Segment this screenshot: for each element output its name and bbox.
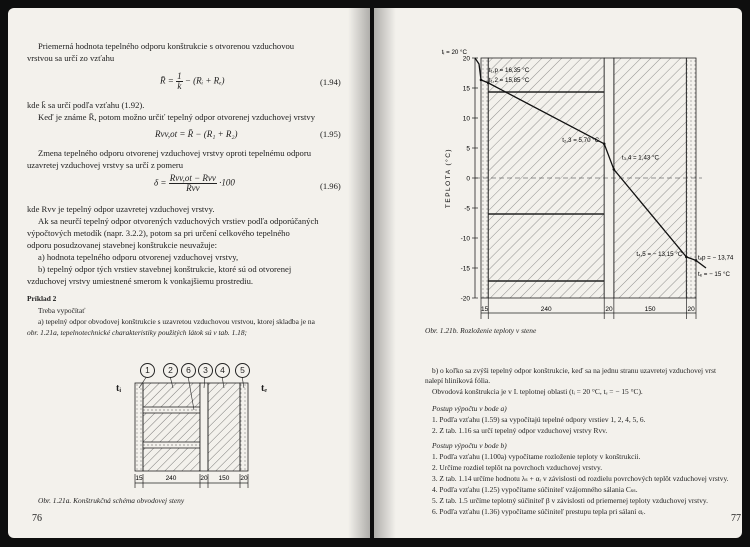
list-item: 3. Z tab. 1.14 určíme hodnotu λₛ + αᵣ v závislosti od rozdielu povrchových teplôt vzduchovej vrstvy. — [432, 474, 729, 483]
list-item: 5. Z tab. 1.5 určíme teplotný súčiniteľ β v závislosti od priemernej teploty vzduchovej vrstvy. — [432, 496, 708, 505]
text-line: Obvodová konštrukcia je v I. teplotnej oblasti (tᵢ = 20 °C, tₑ = − 15 °C). — [432, 387, 643, 396]
dimension-label: 20 — [200, 475, 208, 482]
list-item: 2. Určíme rozdiel teplôt na povrchoch vzduchovej vrstvy. — [432, 463, 603, 472]
list-item: 4. Podľa vzťahu (1.25) vypočítame súčiniteľ vzájomného sálania Cₛₛ. — [432, 485, 638, 494]
figure-caption: Obr. 1.21b. Rozloženie teploty v stene — [425, 326, 537, 335]
temperature-chart — [374, 8, 742, 328]
dimension-label: 20 — [240, 475, 248, 482]
plaster-inner-layer — [135, 383, 143, 471]
air-gap-layer — [200, 383, 208, 471]
section-heading: Postup výpočtu v bode a) — [432, 404, 507, 413]
example-heading: Príklad 2 — [27, 294, 57, 303]
y-tick-label: -10 — [460, 235, 470, 243]
temperature-annotation: tᵢ = 20 °C — [441, 49, 467, 56]
dimension-label: 15 — [135, 475, 143, 482]
temperature-point — [613, 168, 616, 171]
text-line: Keď je známe R̄, potom možno určiť tepelný odpor otvorenej vzduchovej vrstvy — [38, 112, 315, 122]
text-line: a) hodnota tepelného odporu otvorenej vzduchovej vrstvy, — [38, 252, 239, 262]
temperature-point — [685, 256, 688, 259]
equation-number: (1.94) — [320, 77, 341, 87]
text-line: obr. 1.21a, tepelnotechnické charakteristiky použitých látok sú v tab. 1.18; — [27, 328, 248, 337]
text-line: nalepí hliníková fólia. — [425, 376, 491, 385]
text-line: Ak sa neurčí tepelný odpor otvorených vzduchových vrstiev podľa odporúčaných — [38, 216, 319, 226]
dimension-label: 240 — [165, 475, 177, 482]
layer-number-1: 1 — [140, 363, 155, 378]
temperature-annotation: tₑ = − 15 °C — [698, 271, 730, 278]
dimension-label: 150 — [218, 475, 230, 482]
equation-number: (1.96) — [320, 181, 341, 191]
layer-number-3: 3 — [198, 363, 213, 378]
text-line: odporu posudzovanej stavebnej konštrukcie neuvažuje: — [27, 240, 217, 250]
text-line: a) tepelný odpor obvodovej konštrukcie s uzavretou vzduchovou vrstvou, ktorej skladba je na — [38, 317, 315, 326]
text-line: výpočtových metodík (napr. 3.2.2), potom sa pri určení celkového tepelného — [27, 228, 290, 238]
dimension-label: 150 — [644, 306, 656, 313]
page-number: 77 — [731, 513, 741, 524]
temperature-annotation: t₁,2 = 15,85 °C — [489, 76, 530, 84]
text-line: Zmena tepelného odporu otvorenej vzduchovej vrstvy oproti tepelnému odporu — [38, 148, 312, 158]
outer-temperature-label: tₑ — [261, 383, 267, 394]
text-line: vzduchovej vrstvy umiestnené smerom k vonkajšiemu prostrediu. — [27, 276, 254, 286]
y-axis-label: TEPLOTA (°C) — [445, 147, 452, 209]
temperature-annotation: t₄,5 = − 13,15 °C — [636, 250, 683, 258]
equation-1-95: Rvv,ot = R̄ − (R₁ + R₂) — [155, 129, 238, 139]
text-line: b) tepelný odpor tých vrstiev stavebnej konštrukcie, ktoré sú od otvorenej — [38, 264, 292, 274]
list-item: 1. Podľa vzťahu (1.100a) vypočítame rozloženie teploty v konštrukcii. — [432, 452, 641, 461]
list-item: 2. Z tab. 1.16 sa určí tepelný odpor vzduchovej vrstvy Rvv. — [432, 426, 608, 435]
list-item: 1. Podľa vzťahu (1.59) sa vypočítajú tepelné odpory vrstiev 1, 2, 4, 5, 6. — [432, 415, 646, 424]
equation-1-96: δ = $\frac{\text{Rvv,ot − Rvv}}{\text{Rvv}}$ ·100 — [154, 173, 235, 193]
inner-temperature-label: tᵢ — [116, 383, 122, 394]
temperature-point — [695, 259, 698, 262]
outer-layer — [208, 383, 240, 471]
temperature-annotation: t₃,4 = 1,43 °C — [621, 154, 660, 162]
wall-schema-figure — [8, 8, 370, 538]
page-number: 76 — [32, 513, 42, 524]
right-page — [374, 8, 742, 538]
plaster-outer-layer — [240, 383, 248, 471]
text-line: Treba vypočítať — [38, 306, 86, 315]
layer-number-6: 6 — [181, 363, 196, 378]
layer-number-4: 4 — [215, 363, 230, 378]
layer-number-5: 5 — [235, 363, 250, 378]
y-tick-label: -5 — [464, 205, 470, 213]
dimension-label: 20 — [687, 306, 695, 313]
y-tick-label: 5 — [466, 145, 470, 153]
list-item: 6. Podľa vzťahu (1.36) vypočítame súčiniteľ prestupu tepla pri sálaní αᵣ. — [432, 507, 646, 516]
equation-1-94: R̄ = $\frac{1}{k̄}$ − (Rᵢ + Rₑ) — [160, 71, 225, 91]
y-tick-label: -15 — [460, 265, 470, 273]
y-tick-label: 10 — [462, 115, 470, 123]
dimension-label: 20 — [605, 306, 613, 313]
text-line: b) o koľko sa zvýši tepelný odpor konštrukcie, keď sa na jednu stranu uzavretej vzduchovej vrst — [432, 366, 717, 375]
left-page — [8, 8, 370, 538]
temperature-point — [603, 143, 606, 146]
layer-number-2: 2 — [163, 363, 178, 378]
figure-caption: Obr. 1.21a. Konštrukčná schéma obvodovej steny — [38, 496, 185, 505]
temperature-annotation: t₁,p = 16,35 °C — [489, 66, 530, 74]
brick-layer — [488, 58, 604, 298]
dimension-label: 15 — [481, 306, 489, 313]
text-line: kde k̄ sa určí podľa vzťahu (1.92). — [27, 100, 145, 110]
text-line: kde Rvv je tepelný odpor uzavretej vzduchovej vrstvy. — [27, 204, 215, 214]
y-tick-label: 15 — [462, 85, 470, 93]
text-line: Priemerná hodnota tepelného odporu konštrukcie s otvorenou vzduchovou — [38, 41, 295, 51]
equation-number: (1.95) — [320, 129, 341, 139]
y-tick-label: -20 — [460, 295, 470, 303]
text-line: uzavretej vzduchovej vrstvy sa určí z pomeru — [27, 160, 184, 170]
dimension-label: 240 — [540, 306, 552, 313]
y-tick-label: 0 — [466, 175, 470, 183]
y-tick-label: 20 — [462, 55, 470, 63]
temperature-annotation: tₑp = − 13,74 — [698, 254, 734, 262]
section-heading: Postup výpočtu v bode b) — [432, 441, 507, 450]
temperature-annotation: t₂,3 = 5,70 °C — [562, 136, 600, 144]
text-line: vrstvou sa určí zo vzťahu — [27, 53, 115, 63]
temperature-point — [480, 79, 483, 82]
